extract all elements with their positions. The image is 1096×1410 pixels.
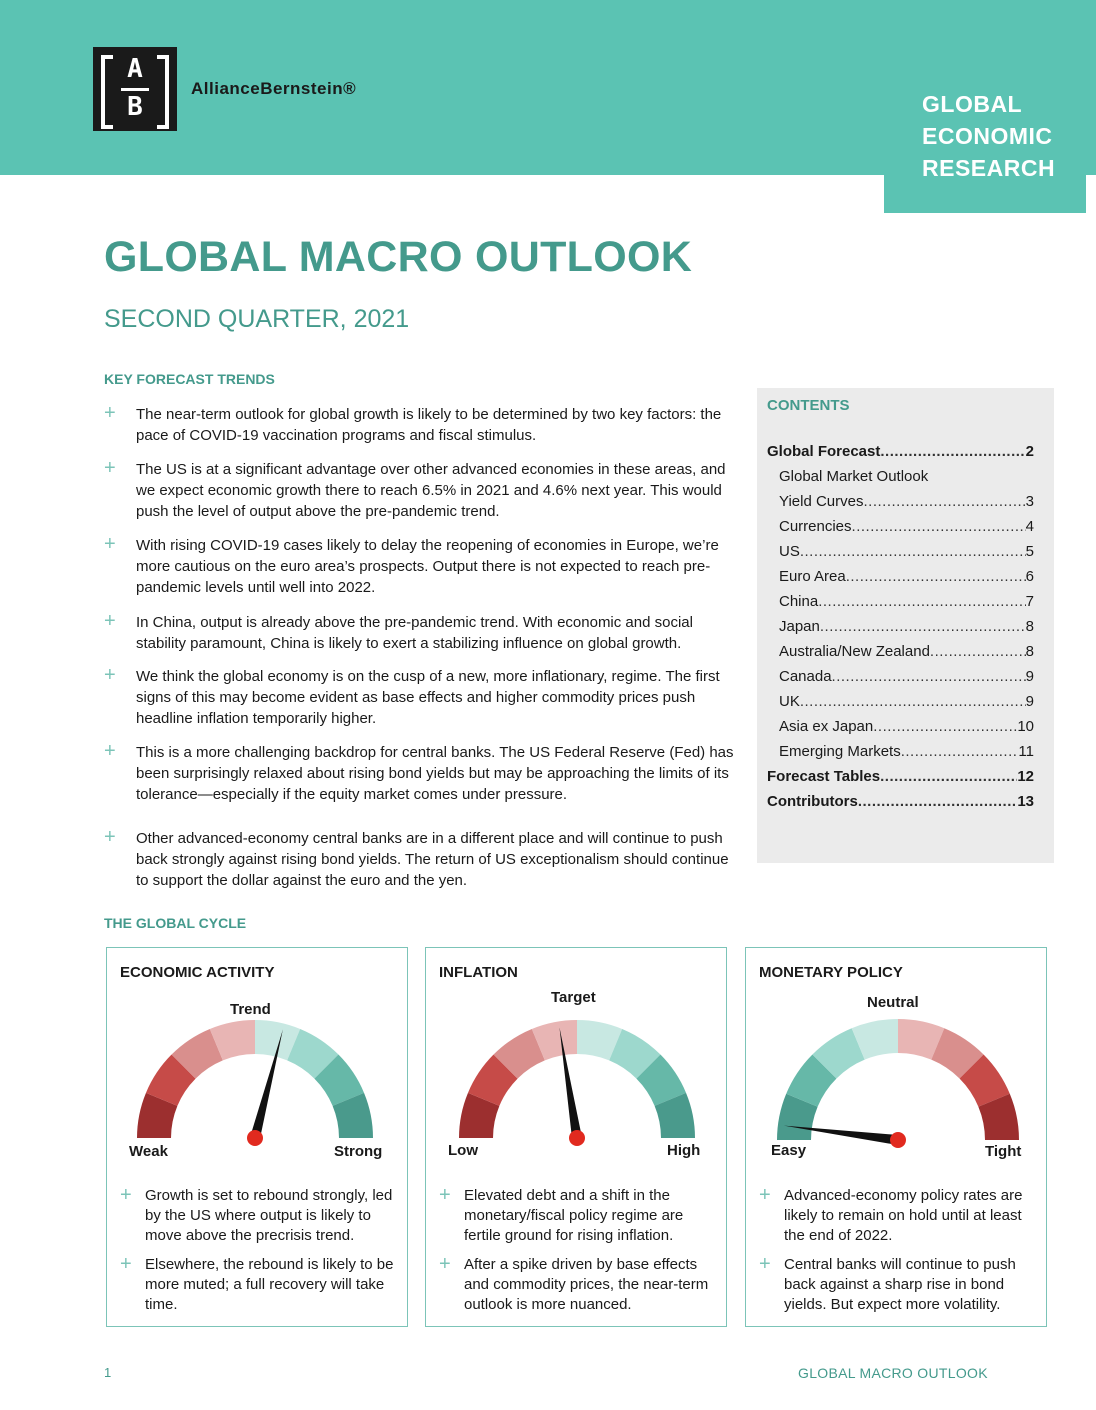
toc-leader-dots [873, 717, 1017, 737]
toc-leader-dots [846, 567, 1026, 587]
card-title: INFLATION [439, 964, 518, 981]
research-label-line: RESEARCH [922, 155, 1056, 181]
toc-item-page: 6 [1025, 568, 1034, 585]
plus-icon: + [120, 1184, 132, 1206]
research-label [922, 88, 1082, 184]
page-subtitle: SECOND QUARTER, 2021 [104, 305, 410, 333]
ab-logo [93, 47, 177, 131]
gauge-right-label: High [667, 1142, 701, 1159]
toc-item-label: Canada [779, 668, 832, 685]
research-label-line: ECONOMIC [922, 123, 1053, 149]
card-bullet-text: Growth is set to rebound strongly, led by the US where output is likely to move above the precrisis trend. [145, 1187, 393, 1244]
toc-item-label: Global Forecast [767, 443, 881, 460]
toc-leader-dots [800, 692, 1026, 712]
card-bullet-text: After a spike driven by base effects and commodity prices, the near-term outlook is more nuanced. [464, 1256, 709, 1313]
gauge-left-label: Weak [129, 1143, 168, 1160]
card-bullet-text: Elevated debt and a shift in the monetary/fiscal policy regime are fertile ground for rising inflation. [464, 1187, 684, 1244]
toc-item-page: 5 [1025, 543, 1034, 560]
toc-item[interactable] [767, 442, 1034, 462]
logo-letter-a: A [127, 54, 143, 84]
toc-item-page: 11 [1018, 743, 1034, 760]
toc-item-page: 8 [1025, 618, 1034, 635]
plus-icon: + [104, 402, 116, 424]
toc-item-label: Global Market Outlook [779, 468, 929, 485]
plus-icon: + [104, 664, 116, 686]
plus-icon: + [104, 533, 116, 555]
toc-leader-dots [818, 592, 1025, 612]
toc-item[interactable] [779, 742, 1034, 762]
trend-text: In China, output is already above the pre-pandemic trend. With economic and social stability paramount, China is likely to exert a stabilizing influence on global growth. [136, 614, 693, 652]
toc-item-label: Yield Curves [779, 493, 864, 510]
card-title: ECONOMIC ACTIVITY [120, 964, 275, 981]
logo-letter-b: B [127, 92, 143, 122]
trend-text: The US is at a significant advantage over other advanced economies in these areas, and we expect economic growth there to reach 6.5% in 2021 and 4.6% next year. This would push the level of output above the pre-pandemic trend. [136, 461, 726, 520]
toc-item-page: 9 [1025, 668, 1034, 685]
gauge-hub [890, 1132, 906, 1148]
contents-heading: CONTENTS [767, 397, 850, 414]
toc-item[interactable] [779, 667, 1034, 687]
plus-icon: + [439, 1184, 451, 1206]
toc-leader-dots [863, 492, 1025, 512]
toc-item[interactable] [779, 592, 1034, 612]
toc-item[interactable] [779, 492, 1034, 512]
page-title: GLOBAL MACRO OUTLOOK [104, 233, 693, 281]
toc-item-label: China [779, 593, 819, 610]
plus-icon: + [104, 826, 116, 848]
plus-icon: + [104, 610, 116, 632]
toc-item[interactable] [779, 542, 1034, 562]
trend-text: The near-term outlook for global growth is likely to be determined by two key factors: the pace of COVID-19 vaccination programs and fiscal stimulus. [136, 406, 722, 444]
toc-item-label: Currencies [779, 518, 852, 535]
gauge-left-label: Low [448, 1142, 478, 1159]
card-bullet-text: Central banks will continue to push back against a sharp rise in bond yields. But expect more volatility. [784, 1256, 1016, 1313]
gauge-hub [247, 1130, 263, 1146]
cycle-card-inflation [425, 947, 727, 1327]
footer-title: GLOBAL MACRO OUTLOOK [798, 1365, 988, 1381]
gauge-right-label: Strong [334, 1143, 383, 1160]
trend-text: Other advanced-economy central banks are in a different place and will continue to push back strongly against rising bond yields. The return of US exceptionalism should continue to support the dollar against the euro and the yen. [136, 830, 729, 889]
toc-item[interactable] [779, 567, 1034, 587]
toc-leader-dots [832, 667, 1026, 687]
logo-divider [121, 88, 149, 91]
gauge-center-label: Target [551, 989, 596, 1006]
gauge-center-label: Neutral [867, 994, 919, 1011]
toc-item-page: 3 [1025, 493, 1034, 510]
plus-icon: + [104, 740, 116, 762]
toc-item-label: Japan [779, 618, 820, 635]
global-cycle-heading: THE GLOBAL CYCLE [104, 915, 247, 931]
toc-item-label: Emerging Markets [779, 743, 901, 760]
cycle-card-economic-activity [106, 947, 408, 1327]
toc-item[interactable] [767, 767, 1034, 787]
gauge-right-label: Tight [985, 1143, 1022, 1160]
toc-item-page: 8 [1025, 643, 1034, 660]
toc-leader-dots [820, 617, 1026, 637]
toc-item-page: 2 [1025, 443, 1034, 460]
toc-item-page: 13 [1017, 793, 1034, 810]
plus-icon: + [439, 1253, 451, 1275]
cycle-card-monetary-policy [745, 947, 1047, 1327]
toc-leader-dots [930, 642, 1026, 662]
toc-leader-dots [852, 517, 1026, 537]
brand-name: AllianceBernstein® [191, 79, 357, 98]
toc-item-page: 9 [1025, 693, 1034, 710]
toc-leader-dots [901, 742, 1019, 762]
toc-item[interactable] [779, 692, 1034, 712]
card-bullet-text: Elsewhere, the rebound is likely to be more muted; a full recovery will take time. [145, 1256, 394, 1313]
toc-item[interactable] [779, 717, 1034, 737]
gauge-inflation [426, 948, 726, 1168]
toc-item[interactable] [779, 642, 1034, 662]
plus-icon: + [759, 1184, 771, 1206]
page-number: 1 [104, 1365, 112, 1380]
plus-icon: + [759, 1253, 771, 1275]
card-bullet-text: Advanced-economy policy rates are likely to remain on hold until at least the end of 2022. [784, 1187, 1023, 1244]
toc-item-label: US [779, 543, 800, 560]
toc-leader-dots [880, 767, 1017, 787]
toc-item[interactable] [779, 467, 1034, 487]
toc-item[interactable] [767, 792, 1034, 812]
trend-text: We think the global economy is on the cusp of a new, more inflationary, regime. The first signs of this may become evident as base effects and higher commodity prices push headline inflation temporarily higher. [136, 668, 720, 727]
toc-item-label: Euro Area [779, 568, 846, 585]
toc-item-page: 7 [1025, 593, 1034, 610]
key-trends-heading: KEY FORECAST TRENDS [104, 371, 275, 387]
contents-panel [757, 388, 1054, 863]
research-label-line: GLOBAL [922, 91, 1023, 117]
toc-item-page: 10 [1017, 718, 1034, 735]
toc-item-label: UK [779, 693, 800, 710]
gauge-monetary-policy [746, 948, 1046, 1168]
toc-item[interactable] [779, 617, 1034, 637]
toc-item-page: 12 [1017, 768, 1034, 785]
gauge-hub [569, 1130, 585, 1146]
toc-leader-dots [880, 442, 1025, 462]
toc-item-label: Asia ex Japan [779, 718, 874, 735]
toc-leader-dots [800, 542, 1026, 562]
gauge-center-label: Trend [230, 1001, 271, 1018]
toc-item-label: Contributors [767, 793, 858, 810]
gauge-left-label: Easy [771, 1142, 807, 1159]
plus-icon: + [104, 457, 116, 479]
trend-text: This is a more challenging backdrop for central banks. The US Federal Reserve (Fed) has been surprisingly relaxed about rising bond yields but may be approaching the limits of its tolerance—especially if the equity market comes under pressure. [136, 744, 734, 803]
toc-item-page: 4 [1025, 518, 1034, 535]
card-title: MONETARY POLICY [759, 964, 903, 981]
toc-item-label: Australia/New Zealand [779, 643, 930, 660]
plus-icon: + [120, 1253, 132, 1275]
toc-item[interactable] [779, 517, 1034, 537]
toc-item-label: Forecast Tables [767, 768, 881, 785]
trend-text: With rising COVID-19 cases likely to delay the reopening of economies in Europe, we’re more cautious on the euro area’s prospects. Output there is not expected to reach pre-pandemic levels until well into 2022. [136, 537, 719, 596]
toc-leader-dots [858, 792, 1017, 812]
gauge-economic-activity [107, 948, 407, 1168]
